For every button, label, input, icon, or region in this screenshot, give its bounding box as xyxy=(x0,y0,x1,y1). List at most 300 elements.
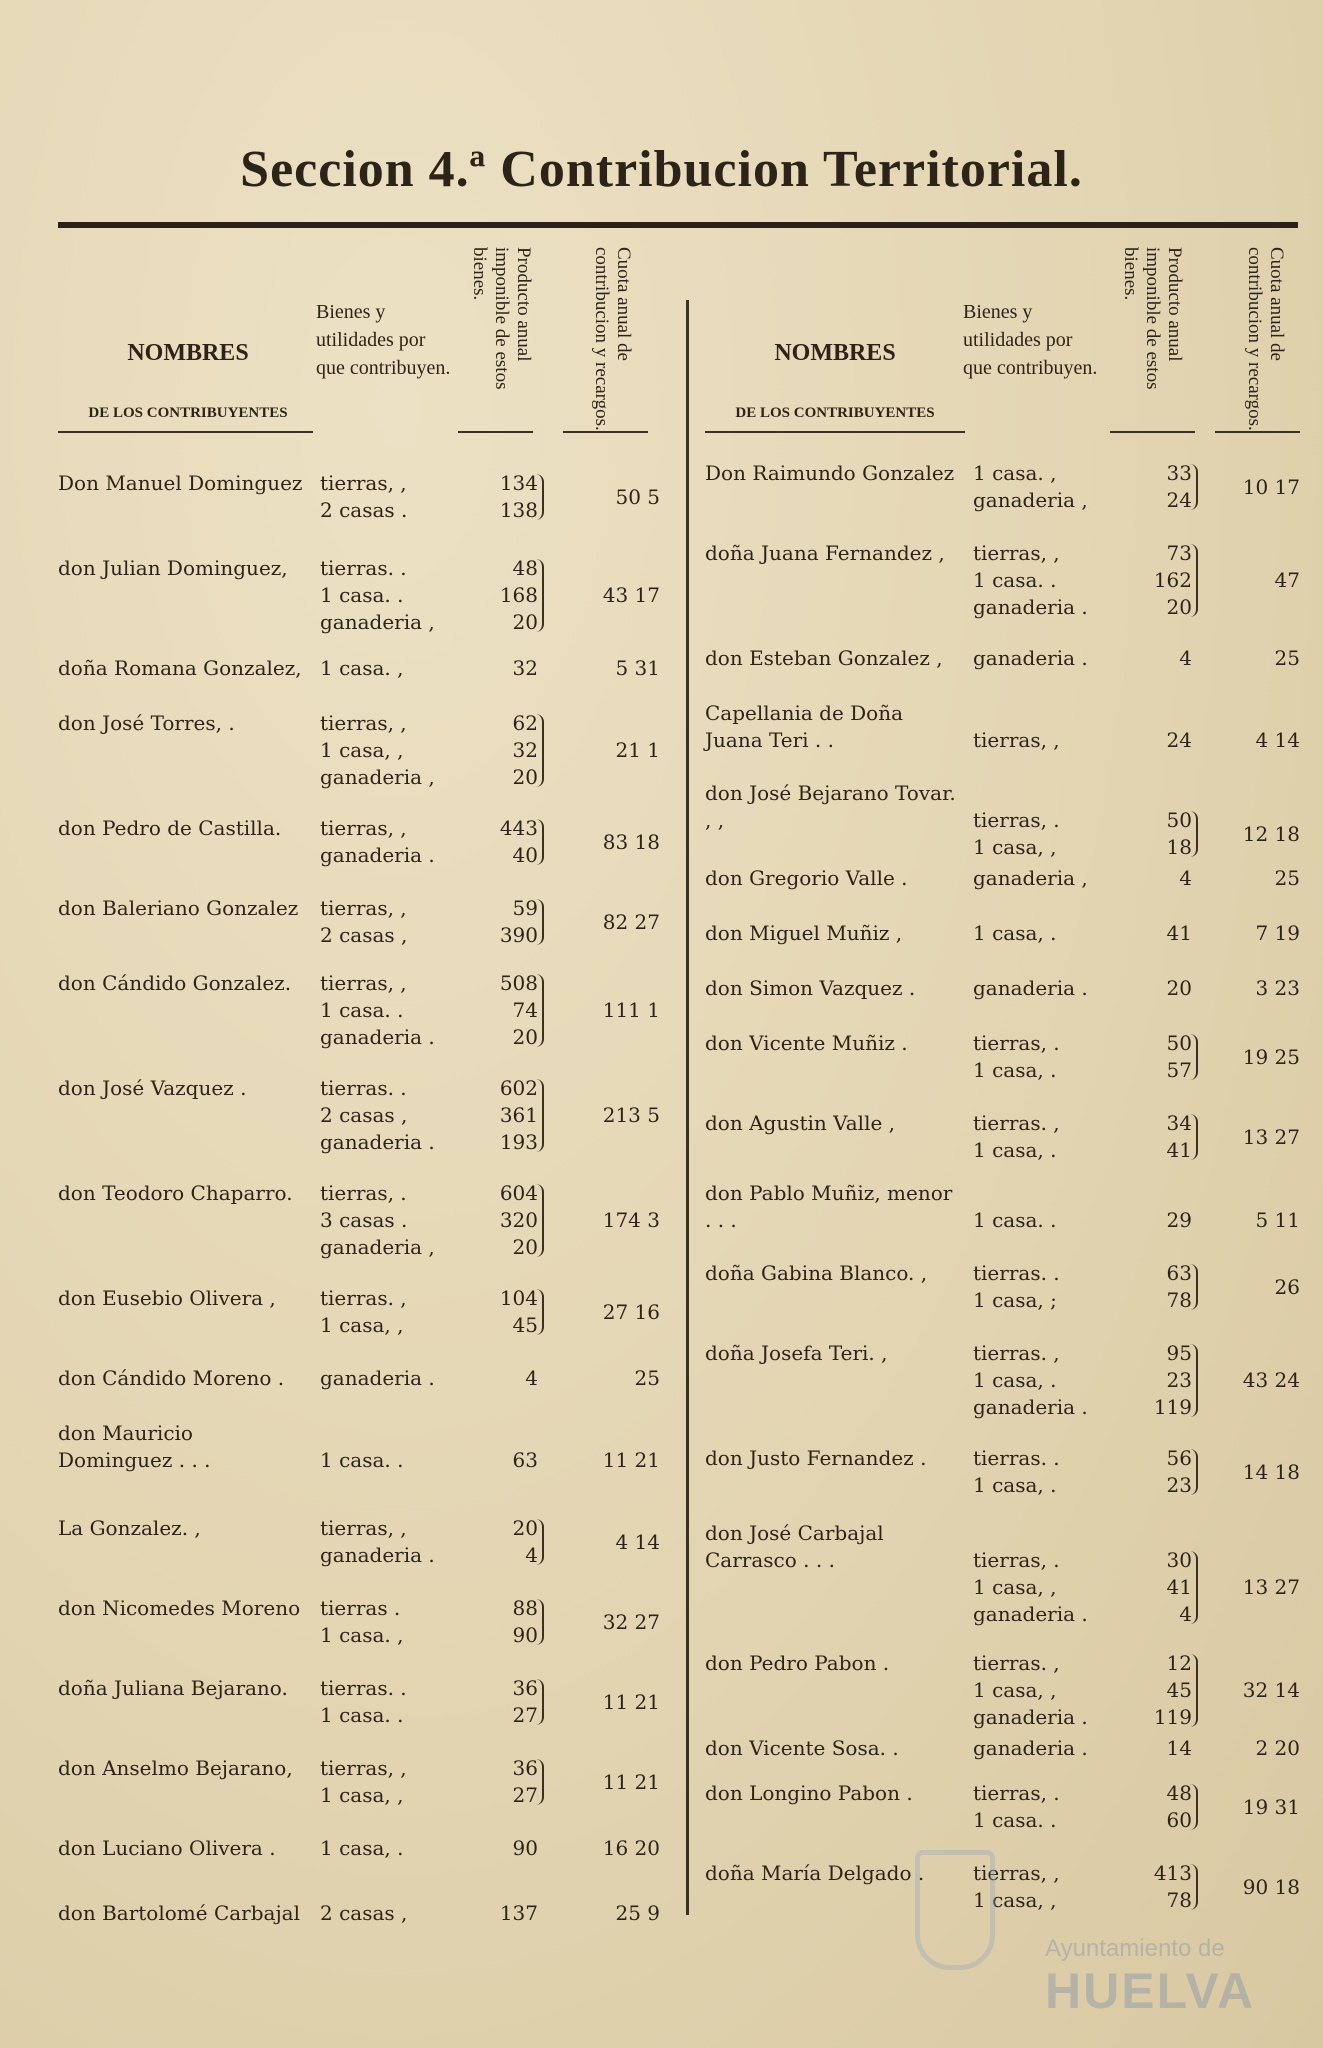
bienes-cell xyxy=(320,655,470,682)
contributor-name: don Eusebio Olivera , xyxy=(58,1286,276,1310)
contributor-name: doña Juliana Bejarano. xyxy=(58,1676,288,1700)
bienes-item: tierras, . xyxy=(973,1031,1060,1055)
cuota-cell: 13 27 xyxy=(1242,1575,1300,1599)
producto-cell xyxy=(1110,1207,1192,1234)
bienes-item: tierras. . xyxy=(320,1076,407,1100)
cuota-cell: 7 19 xyxy=(1255,921,1300,945)
contributor-name: don José Carbajal Carrasco . . . xyxy=(705,1521,884,1572)
contributor-name: don Cándido Gonzalez. xyxy=(58,971,292,995)
bienes-item: 1 casa. . xyxy=(320,1703,404,1727)
brace xyxy=(1190,464,1198,510)
right-column xyxy=(705,235,1300,1912)
brace xyxy=(536,1759,544,1805)
bienes-item: 1 casa, , xyxy=(320,1313,404,1337)
producto-cell xyxy=(1110,727,1192,754)
bienes-cell xyxy=(320,970,470,1051)
producto-cell xyxy=(458,555,538,636)
bienes-item: ganaderia . xyxy=(973,1602,1088,1626)
producto-value: 57 xyxy=(1166,1058,1192,1082)
contributor-name: doña María Delgado . xyxy=(705,1861,925,1885)
producto-value: 45 xyxy=(1166,1678,1192,1702)
bienes-item: tierras. . xyxy=(973,1446,1060,1470)
producto-value: 36 xyxy=(512,1756,538,1780)
bienes-item: tierras. , xyxy=(320,1286,407,1310)
producto-value: 27 xyxy=(512,1783,538,1807)
bienes-cell xyxy=(973,1780,1123,1834)
contributor-name: Don Manuel Dominguez xyxy=(58,471,303,495)
cuota-cell: 5 11 xyxy=(1255,1208,1300,1232)
producto-cell xyxy=(458,1075,538,1156)
producto-value: 34 xyxy=(1166,1111,1192,1135)
contributor-name: don Vicente Sosa. . xyxy=(705,1736,899,1760)
brace xyxy=(536,1519,544,1565)
producto-value: 78 xyxy=(1166,1888,1192,1912)
header-nombres: NOMBRES xyxy=(774,340,896,366)
bienes-item: 2 casas , xyxy=(320,1103,408,1127)
bienes-cell xyxy=(320,1755,470,1809)
header-nombres: NOMBRES xyxy=(127,340,249,366)
bienes-item: 1 casa. . xyxy=(320,998,404,1022)
bienes-item: 1 casa, . xyxy=(973,1058,1057,1082)
cuota-cell: 21 1 xyxy=(615,738,660,762)
bienes-cell xyxy=(320,470,470,524)
cuota-cell: 25 9 xyxy=(615,1901,660,1925)
brace xyxy=(1190,1344,1198,1417)
producto-value: 29 xyxy=(1166,1208,1192,1232)
brace xyxy=(1190,811,1198,857)
producto-cell xyxy=(1110,540,1192,621)
bienes-item: 2 casas , xyxy=(320,1901,408,1925)
bienes-item: tierras. , xyxy=(973,1341,1060,1365)
producto-cell xyxy=(458,1755,538,1809)
bienes-item: ganaderia , xyxy=(320,765,435,789)
bienes-cell xyxy=(973,645,1123,672)
producto-value: 20 xyxy=(512,610,538,634)
bienes-cell xyxy=(320,1835,470,1862)
contributor-name: don Nicomedes Moreno xyxy=(58,1596,301,1620)
bienes-item: tierras. , xyxy=(973,1111,1060,1135)
bienes-cell xyxy=(973,1650,1123,1731)
header-cuota: Cuota anual de contribucion y recargos. xyxy=(1244,247,1287,431)
header-rule xyxy=(58,431,313,433)
bienes-item: tierras. . xyxy=(320,556,407,580)
producto-value: 4 xyxy=(1179,1602,1192,1626)
producto-value: 41 xyxy=(1166,1138,1192,1162)
producto-cell xyxy=(458,470,538,524)
producto-value: 20 xyxy=(512,1516,538,1540)
bienes-item: tierras, . xyxy=(973,1781,1060,1805)
contributor-name: don Simon Vazquez . xyxy=(705,976,916,1000)
cuota-cell: 111 1 xyxy=(602,998,660,1022)
producto-cell xyxy=(458,895,538,949)
bienes-cell xyxy=(973,1735,1123,1762)
contributor-name: don Cándido Moreno . xyxy=(58,1366,285,1390)
producto-cell xyxy=(1110,460,1192,514)
bienes-item: 1 casa. . xyxy=(320,1448,404,1472)
contributor-name: don José Bejarano Tovar. , , xyxy=(705,781,956,832)
bienes-cell xyxy=(320,1900,470,1927)
producto-cell xyxy=(1110,1650,1192,1731)
brace xyxy=(536,474,544,520)
contributor-name: don José Torres, . xyxy=(58,711,235,735)
header-cuota: Cuota anual de contribucion y recargos. xyxy=(591,247,634,431)
producto-value: 63 xyxy=(512,1448,538,1472)
cuota-cell: 2 20 xyxy=(1255,1736,1300,1760)
brace xyxy=(1190,1551,1198,1624)
bienes-cell xyxy=(320,1365,470,1392)
bienes-item: 1 casa, , xyxy=(973,1888,1057,1912)
brace xyxy=(1190,1114,1198,1160)
producto-value: 62 xyxy=(512,711,538,735)
bienes-item: 1 casa, , xyxy=(320,738,404,762)
producto-value: 137 xyxy=(499,1901,538,1925)
bienes-cell xyxy=(320,1595,470,1649)
producto-value: 32 xyxy=(512,738,538,762)
brace xyxy=(1190,1654,1198,1727)
cuota-cell: 26 xyxy=(1274,1274,1300,1299)
shield-icon xyxy=(915,1850,995,1970)
bienes-item: tierras, , xyxy=(320,971,407,995)
contributor-name: don Pablo Muñiz, menor . . . xyxy=(705,1181,953,1232)
producto-value: 41 xyxy=(1166,1575,1192,1599)
bienes-cell xyxy=(320,710,470,791)
cuota-cell: 174 3 xyxy=(602,1208,660,1232)
cuota-cell: 13 27 xyxy=(1242,1124,1300,1149)
cuota-cell: 82 27 xyxy=(602,909,660,934)
bienes-item: 1 casa, , xyxy=(973,1678,1057,1702)
contributor-name: don Julian Dominguez, xyxy=(58,556,288,580)
producto-value: 119 xyxy=(1153,1705,1192,1729)
brace xyxy=(536,899,544,945)
contributor-name: don Vicente Muñiz . xyxy=(705,1031,908,1055)
producto-value: 74 xyxy=(512,998,538,1022)
producto-value: 4 xyxy=(1179,866,1192,890)
bienes-item: ganaderia , xyxy=(320,610,435,634)
brace xyxy=(536,1184,544,1257)
cuota-cell: 4 14 xyxy=(1255,728,1300,752)
producto-value: 95 xyxy=(1166,1341,1192,1365)
bienes-item: 1 casa, . xyxy=(973,1473,1057,1497)
contributor-name: don Justo Fernandez . xyxy=(705,1446,927,1470)
producto-value: 413 xyxy=(1153,1861,1192,1885)
brace xyxy=(1190,544,1198,617)
right-header xyxy=(705,235,1300,435)
left-column xyxy=(58,235,670,1925)
contributor-name: doña Juana Fernandez , xyxy=(705,541,945,565)
bienes-cell xyxy=(973,1445,1123,1499)
producto-value: 20 xyxy=(512,1025,538,1049)
header-bienes: Bienes y utilidades por que contribuyen. xyxy=(316,301,451,379)
contributor-name: doña Gabina Blanco. , xyxy=(705,1261,928,1285)
bienes-item: ganaderia , xyxy=(320,1235,435,1259)
bienes-item: 3 casas . xyxy=(320,1208,408,1232)
bienes-cell xyxy=(973,865,1123,892)
producto-cell xyxy=(1110,1780,1192,1834)
bienes-item: 1 casa. , xyxy=(320,656,404,680)
producto-cell xyxy=(1110,975,1192,1002)
producto-value: 134 xyxy=(499,471,538,495)
bienes-item: 1 casa. . xyxy=(320,583,404,607)
producto-cell xyxy=(458,1365,538,1392)
contributor-name: don Anselmo Bejarano, xyxy=(58,1756,293,1780)
bienes-cell xyxy=(973,460,1123,514)
contributor-name: don Miguel Muñiz , xyxy=(705,921,903,945)
cuota-cell: 19 25 xyxy=(1242,1044,1300,1069)
bienes-cell xyxy=(973,975,1123,1002)
producto-value: 361 xyxy=(499,1103,538,1127)
bienes-item: 1 casa. . xyxy=(973,1208,1057,1232)
bienes-item: tierras, , xyxy=(973,728,1060,752)
cuota-cell: 10 17 xyxy=(1242,474,1300,499)
brace xyxy=(536,1079,544,1152)
contributor-name: don José Vazquez . xyxy=(58,1076,247,1100)
header-rule xyxy=(705,431,965,433)
producto-cell xyxy=(1110,865,1192,892)
header-rule xyxy=(563,431,648,433)
header-rule xyxy=(1215,431,1300,433)
cuota-cell: 5 31 xyxy=(615,656,660,680)
bienes-item: 1 casa. , xyxy=(320,1623,404,1647)
producto-value: 27 xyxy=(512,1703,538,1727)
producto-value: 90 xyxy=(512,1623,538,1647)
producto-value: 33 xyxy=(1166,461,1192,485)
bienes-item: tierras, . xyxy=(320,1181,407,1205)
contributor-name: don Esteban Gonzalez , xyxy=(705,646,943,670)
cuota-cell: 50 5 xyxy=(615,484,660,509)
bienes-item: 1 casa, , xyxy=(973,835,1057,859)
bienes-item: 1 casa. . xyxy=(973,1808,1057,1832)
bienes-item: ganaderia , xyxy=(973,488,1088,512)
brace xyxy=(1190,1449,1198,1495)
bienes-item: tierras, . xyxy=(973,1548,1060,1572)
producto-value: 50 xyxy=(1166,1031,1192,1055)
bienes-item: ganaderia . xyxy=(973,1736,1088,1760)
contributor-name: doña Josefa Teri. , xyxy=(705,1341,888,1365)
cuota-cell: 25 xyxy=(634,1366,660,1390)
contributor-name: La Gonzalez. , xyxy=(58,1516,201,1540)
bienes-cell xyxy=(973,1260,1123,1314)
producto-cell xyxy=(1110,1547,1192,1628)
producto-value: 602 xyxy=(499,1076,538,1100)
bienes-item: 2 casas . xyxy=(320,498,408,522)
producto-value: 41 xyxy=(1166,921,1192,945)
header-rule xyxy=(1110,431,1195,433)
producto-value: 443 xyxy=(499,816,538,840)
producto-cell xyxy=(458,1835,538,1862)
brace xyxy=(536,559,544,632)
bienes-item: tierras. , xyxy=(973,1651,1060,1675)
producto-value: 4 xyxy=(525,1366,538,1390)
bienes-item: 1 casa, . xyxy=(320,1836,404,1860)
producto-value: 320 xyxy=(499,1208,538,1232)
bienes-item: tierras . xyxy=(320,1596,401,1620)
bienes-item: 1 casa. , xyxy=(973,461,1057,485)
producto-cell xyxy=(1110,1445,1192,1499)
cuota-cell: 25 xyxy=(1274,646,1300,670)
bienes-cell xyxy=(320,1285,470,1339)
contributor-name: don Gregorio Valle . xyxy=(705,866,908,890)
bienes-cell xyxy=(320,1180,470,1261)
producto-value: 20 xyxy=(512,1235,538,1259)
bienes-item: ganaderia . xyxy=(320,1366,435,1390)
producto-value: 73 xyxy=(1166,541,1192,565)
producto-cell xyxy=(1110,645,1192,672)
producto-value: 168 xyxy=(499,583,538,607)
bienes-item: ganaderia . xyxy=(320,1025,435,1049)
producto-value: 604 xyxy=(499,1181,538,1205)
producto-cell xyxy=(458,655,538,682)
producto-value: 48 xyxy=(1166,1781,1192,1805)
bienes-cell xyxy=(973,1207,1123,1234)
bienes-item: 1 casa, ; xyxy=(973,1288,1057,1312)
cuota-cell: 213 5 xyxy=(602,1103,660,1127)
producto-value: 20 xyxy=(512,765,538,789)
contributor-name: don Mauricio Dominguez . . . xyxy=(58,1421,211,1472)
producto-value: 90 xyxy=(512,1836,538,1860)
bienes-cell xyxy=(320,1515,470,1569)
watermark-line1: Ayuntamiento de xyxy=(1045,1935,1225,1962)
bienes-item: ganaderia . xyxy=(973,1395,1088,1419)
bienes-item: ganaderia . xyxy=(973,595,1088,619)
contributor-name: don Bartolomé Carbajal xyxy=(58,1901,300,1925)
page-title: Seccion 4.ª Contribucion Territorial. xyxy=(240,141,1083,198)
contributor-name: don Teodoro Chaparro. xyxy=(58,1181,293,1205)
bienes-cell xyxy=(973,727,1123,754)
header-bienes: Bienes y utilidades por que contribuyen. xyxy=(963,301,1098,379)
bienes-cell xyxy=(973,920,1123,947)
producto-value: 45 xyxy=(512,1313,538,1337)
bienes-cell xyxy=(320,555,470,636)
contributor-name: Capellania de Doña Juana Teri . . xyxy=(705,701,904,752)
watermark-line2: HUELVA xyxy=(1045,1963,1256,2019)
producto-value: 24 xyxy=(1166,728,1192,752)
bienes-item: 1 casa, . xyxy=(973,921,1057,945)
bienes-cell xyxy=(320,1075,470,1156)
producto-value: 36 xyxy=(512,1676,538,1700)
producto-value: 32 xyxy=(512,656,538,680)
contributor-name: don Pedro Pabon . xyxy=(705,1651,890,1675)
watermark-logo xyxy=(915,1850,1295,2020)
producto-cell xyxy=(458,970,538,1051)
cuota-cell: 25 xyxy=(1274,866,1300,890)
bienes-cell xyxy=(320,1675,470,1729)
bienes-item: tierras, . xyxy=(973,808,1060,832)
producto-value: 20 xyxy=(1166,595,1192,619)
producto-cell xyxy=(458,1515,538,1569)
producto-value: 88 xyxy=(512,1596,538,1620)
contributor-name: doña Romana Gonzalez, xyxy=(58,656,302,680)
cuota-cell: 11 21 xyxy=(602,1769,660,1794)
bienes-item: ganaderia . xyxy=(320,1543,435,1567)
producto-value: 4 xyxy=(1179,646,1192,670)
producto-cell xyxy=(458,1447,538,1474)
producto-cell xyxy=(1110,807,1192,861)
producto-value: 24 xyxy=(1166,488,1192,512)
producto-cell xyxy=(458,1900,538,1927)
brace xyxy=(1190,1784,1198,1830)
brace xyxy=(536,1289,544,1335)
bienes-item: tierras, , xyxy=(973,541,1060,565)
producto-value: 23 xyxy=(1166,1473,1192,1497)
cuota-cell: 12 18 xyxy=(1242,821,1300,846)
brace xyxy=(536,819,544,865)
bienes-item: tierras, , xyxy=(320,816,407,840)
producto-cell xyxy=(1110,1110,1192,1164)
producto-value: 162 xyxy=(1153,568,1192,592)
brace xyxy=(536,1679,544,1725)
brace xyxy=(1190,1264,1198,1310)
cuota-cell: 90 18 xyxy=(1242,1874,1300,1899)
cuota-cell: 27 16 xyxy=(602,1299,660,1324)
producto-cell xyxy=(1110,1340,1192,1421)
contributor-name: don Luciano Olivera . xyxy=(58,1836,276,1860)
header-producto: Producto anual imponible de estos bienes. xyxy=(469,247,534,390)
bienes-cell xyxy=(973,540,1123,621)
cuota-cell: 11 21 xyxy=(602,1448,660,1472)
producto-cell xyxy=(458,1180,538,1261)
bienes-item: ganaderia . xyxy=(973,976,1088,1000)
cuota-cell: 32 27 xyxy=(602,1609,660,1634)
header-de-los-contribuyentes: DE LOS CONTRIBUYENTES xyxy=(735,405,935,421)
title-rule xyxy=(58,222,1298,228)
bienes-item: ganaderia . xyxy=(973,1705,1088,1729)
producto-value: 60 xyxy=(1166,1808,1192,1832)
cuota-cell: 43 24 xyxy=(1242,1368,1300,1392)
producto-cell xyxy=(458,1595,538,1649)
brace xyxy=(536,714,544,787)
producto-value: 56 xyxy=(1166,1446,1192,1470)
producto-cell xyxy=(458,1675,538,1729)
producto-value: 138 xyxy=(499,498,538,522)
producto-value: 30 xyxy=(1166,1548,1192,1572)
producto-value: 508 xyxy=(499,971,538,995)
contributor-name: don Pedro de Castilla. xyxy=(58,816,282,840)
bienes-cell xyxy=(973,1110,1123,1164)
cuota-cell: 16 20 xyxy=(602,1836,660,1860)
contributor-name: Don Raimundo Gonzalez xyxy=(705,461,955,485)
producto-value: 4 xyxy=(525,1543,538,1567)
bienes-item: 1 casa, . xyxy=(973,1138,1057,1162)
bienes-cell xyxy=(320,1447,470,1474)
producto-cell xyxy=(458,1285,538,1339)
producto-cell xyxy=(1110,1030,1192,1084)
cuota-cell: 19 31 xyxy=(1242,1794,1300,1819)
cuota-cell: 4 14 xyxy=(615,1529,660,1554)
header-producto: Producto anual imponible de estos bienes. xyxy=(1120,247,1185,390)
producto-value: 23 xyxy=(1166,1368,1192,1392)
bienes-item: 1 casa, , xyxy=(973,1575,1057,1599)
producto-value: 104 xyxy=(499,1286,538,1310)
brace xyxy=(1190,1034,1198,1080)
bienes-item: 1 casa. . xyxy=(973,568,1057,592)
bienes-cell xyxy=(320,815,470,869)
producto-cell xyxy=(1110,1735,1192,1762)
bienes-item: tierras, , xyxy=(320,896,407,920)
brace xyxy=(536,974,544,1047)
producto-value: 20 xyxy=(1166,976,1192,1000)
cuota-cell: 14 18 xyxy=(1242,1459,1300,1484)
bienes-item: tierras. . xyxy=(320,1676,407,1700)
bienes-item: tierras, , xyxy=(320,1516,407,1540)
column-divider xyxy=(686,300,689,1915)
producto-value: 14 xyxy=(1166,1736,1192,1760)
header-rule xyxy=(458,431,533,433)
cuota-cell: 43 17 xyxy=(602,583,660,607)
producto-value: 50 xyxy=(1166,808,1192,832)
bienes-item: 1 casa, . xyxy=(973,1368,1057,1392)
producto-cell xyxy=(1110,1260,1192,1314)
bienes-item: tierras, , xyxy=(320,711,407,735)
